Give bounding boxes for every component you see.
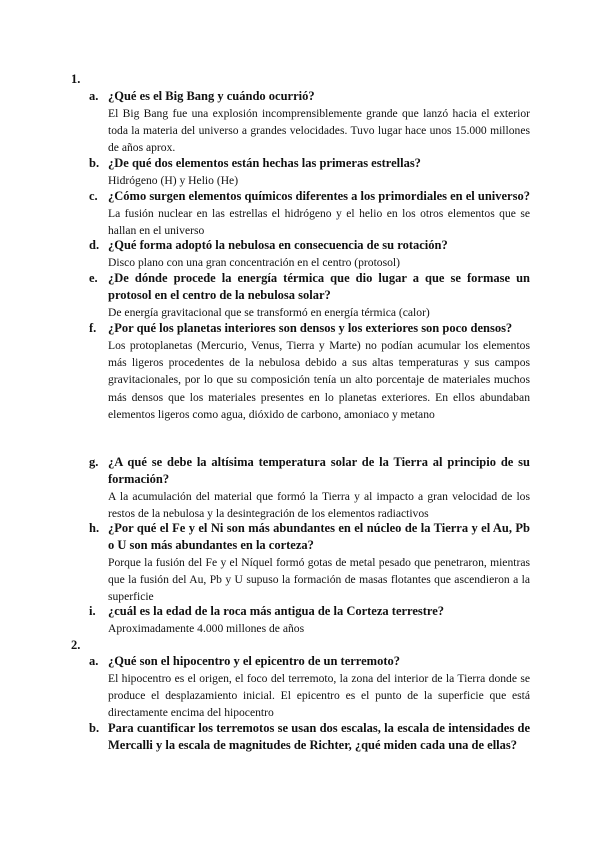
question-title: ¿Por qué el Fe y el Ni son más abundantes en el núcleo de la Tierra y el Au, Pb o U son más abundantes en la corteza? bbox=[108, 521, 530, 552]
question-title: ¿A qué se debe la altísima temperatura solar de la Tierra al principio de su formación? bbox=[108, 455, 530, 486]
question-item bbox=[89, 237, 530, 271]
question-item bbox=[89, 320, 530, 423]
question-answer: A la acumulación del material que formó la Tierra y al impacto a gran velocidad de los restos de la nebulosa y la desintegración de los elementos radiactivos bbox=[108, 490, 530, 521]
question-item bbox=[89, 155, 530, 189]
question-title: ¿Cómo surgen elementos químicos diferentes a los primordiales en el universo? bbox=[108, 189, 530, 203]
question-letter: c. bbox=[89, 189, 98, 203]
question-answer: Los protoplanetas (Mercurio, Venus, Tierra y Marte) no podían acumular los elementos más ligeros procedentes de la nebulosa debido a sus altas temperaturas y sus campos gravitacionales, por lo que su composición tenía un alto porcentaje de materiales muchos más densos que los materiales presentes en lo planetas exteriores. En ellos abundaban elementos ligeros como agua, dióxido de carbono, amoniaco y metano bbox=[108, 339, 530, 421]
question-item bbox=[89, 720, 530, 754]
question-letter: a. bbox=[89, 654, 99, 668]
question-letter: d. bbox=[89, 238, 100, 252]
question-item bbox=[89, 270, 530, 321]
question-answer: Aproximadamente 4.000 millones de años bbox=[108, 622, 305, 635]
question-letter: f. bbox=[89, 321, 97, 335]
question-letter: a. bbox=[89, 89, 99, 103]
question-letter: b. bbox=[89, 156, 100, 170]
question-item bbox=[89, 653, 530, 722]
question-letter: h. bbox=[89, 521, 100, 535]
question-item bbox=[89, 454, 530, 522]
question-answer: El Big Bang fue una explosión incomprensiblemente grande que lanzó hacia el exterior toda la materia del universo a grandes velocidades. Tuvo lugar hace unos 15.000 millones de años aprox. bbox=[108, 107, 530, 155]
question-item bbox=[89, 520, 530, 606]
question-title: ¿cuál es la edad de la roca más antigua de la Corteza terrestre? bbox=[108, 604, 445, 618]
section-number: 2. bbox=[71, 638, 81, 652]
question-letter: i. bbox=[89, 604, 96, 618]
question-letter: e. bbox=[89, 271, 98, 285]
question-title: ¿Qué es el Big Bang y cuándo ocurrió? bbox=[108, 89, 315, 103]
question-item bbox=[89, 188, 530, 239]
question-letter: g. bbox=[89, 455, 99, 469]
question-answer: De energía gravitacional que se transformó en energía térmica (calor) bbox=[108, 306, 430, 319]
question-item bbox=[89, 88, 530, 157]
question-answer: Porque la fusión del Fe y el Níquel formó gotas de metal pesado que penetraron, mientras que la fusión del Au, Pb y U supuso la formación de masas flotantes que ascendieron a la superficie bbox=[108, 556, 530, 604]
question-letter: b. bbox=[89, 721, 100, 735]
question-title: ¿Por qué los planetas interiores son densos y los exteriores son poco densos? bbox=[108, 321, 513, 335]
section-number: 1. bbox=[71, 72, 81, 86]
question-title: Para cuantificar los terremotos se usan dos escalas, la escala de intensidades de Mercalli y la escala de magnitudes de Richter, ¿qué miden cada una de ellas? bbox=[108, 721, 530, 752]
question-answer: La fusión nuclear en las estrellas el hidrógeno y el helio en los otros elementos que se hallan en el universo bbox=[108, 207, 530, 238]
question-answer: Disco plano con una gran concentración en el centro (protosol) bbox=[108, 256, 400, 269]
question-title: ¿De dónde procede la energía térmica que dio lugar a que se formase un protosol en el centro de la nebulosa solar? bbox=[108, 271, 530, 302]
question-title: ¿Qué son el hipocentro y el epicentro de un terremoto? bbox=[108, 654, 400, 668]
question-title: ¿De qué dos elementos están hechas las primeras estrellas? bbox=[108, 156, 421, 170]
question-answer: El hipocentro es el origen, el foco del terremoto, la zona del interior de la Tierra donde se produce el desplazamiento inicial. El epicentro es el punto de la superficie que está directamente encima del hipocentro bbox=[108, 672, 530, 720]
question-title: ¿Qué forma adoptó la nebulosa en consecuencia de su rotación? bbox=[108, 238, 448, 252]
question-answer: Hidrógeno (H) y Helio (He) bbox=[108, 174, 239, 187]
question-item bbox=[89, 603, 530, 637]
